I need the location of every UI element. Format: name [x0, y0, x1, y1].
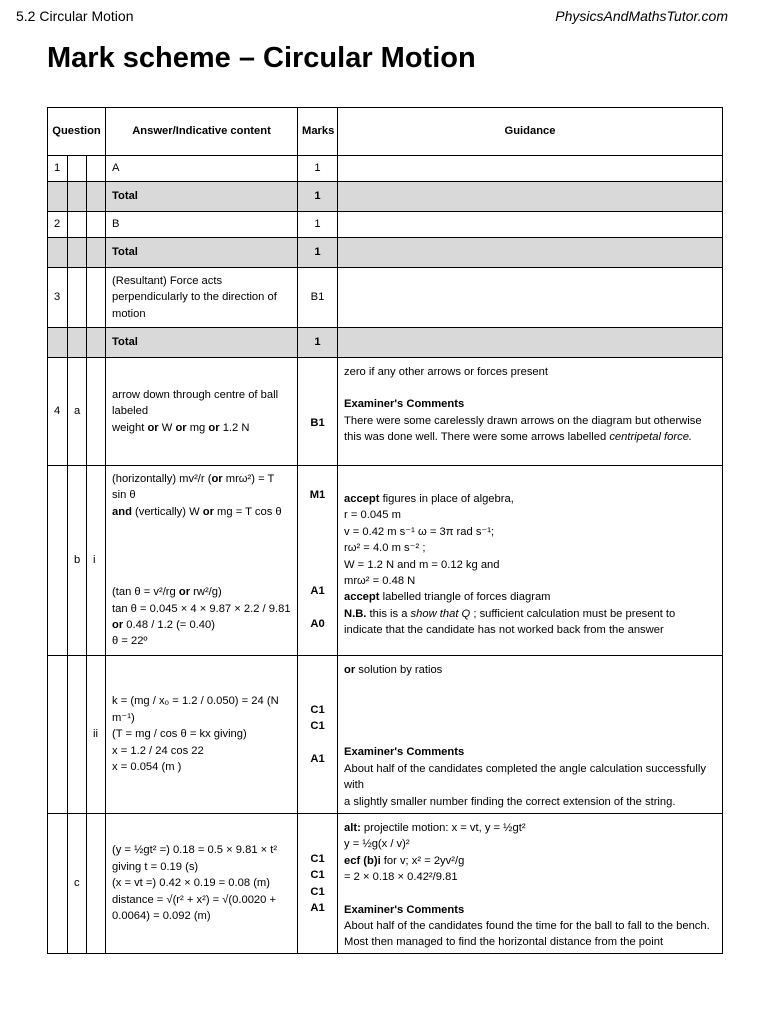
- marks-cell: B1: [298, 358, 338, 466]
- answer-cell: (horizontally) mv²/r (or mrω²) = T sin θ and (vertically) W or mg = T cos θ (tan θ = v²/rg or rw²/g) tan θ = 0.045 × 4 × 9.87 × 2.2 / 9.81 or 0.48 / 1.2 (= 0.40) θ = 22º: [106, 466, 298, 656]
- column-header-guidance: Guidance: [338, 108, 723, 156]
- table-row: [48, 156, 723, 182]
- mark-scheme-table: [47, 107, 723, 954]
- marks-cell: C1 C1 C1 A1: [298, 814, 338, 954]
- answer-cell: B: [106, 212, 298, 238]
- guidance-cell: alt: projectile motion: x = vt, y = ½gt² y = ½g(x / v)² ecf (b)i for v; x² = 2yv²/g = 2 × 0.18 × 0.42²/9.81 Examiner's Comments About half of the candidates found the time for the ball to fall to the bench. Most then managed to find the horizontal distance from the point: [338, 814, 723, 954]
- examiner-comments-heading: Examiner's Comments: [344, 903, 465, 916]
- marks-cell: M1 A1 A0: [298, 466, 338, 656]
- guidance-cell: accept figures in place of algebra, r = 0.045 m v = 0.42 m s⁻¹ ω = 3π rad s⁻¹; rω² = 4.0 m s⁻² ; W = 1.2 N and m = 0.12 kg and mrω² = 0.48 N accept labelled triangle of forces diagram N.B. this is a show that Q ; sufficient calculation must be present to indicate that the candidate has not worked back from the answer: [338, 466, 723, 656]
- answer-cell: (y = ½gt² =) 0.18 = 0.5 × 9.81 × t² giving t = 0.19 (s) (x = vt =) 0.42 × 0.19 = 0.08 (m) distance = √(r² + x²) = √(0.0020 + 0.0064) = 0.092 (m): [106, 814, 298, 954]
- total-row: [48, 238, 723, 268]
- total-label: Total: [106, 328, 298, 358]
- table-row: [48, 212, 723, 238]
- page-title: Mark scheme – Circular Motion: [47, 42, 476, 74]
- total-label: Total: [106, 182, 298, 212]
- answer-cell: A: [106, 156, 298, 182]
- site-header: PhysicsAndMathsTutor.com: [555, 8, 728, 24]
- question-subpart: ii: [87, 656, 106, 814]
- guidance-cell: zero if any other arrows or forces present Examiner's Comments There were some carelessly drawn arrows on the diagram but otherwise this was done well. There were some arrows labelled centripetal force.: [338, 358, 723, 466]
- section-header: 5.2 Circular Motion: [16, 8, 134, 24]
- total-marks: 1: [298, 238, 338, 268]
- table-row: [48, 358, 723, 466]
- column-header-answer: Answer/Indicative content: [106, 108, 298, 156]
- question-number: 2: [48, 212, 68, 238]
- table-row: [48, 466, 723, 656]
- marks-cell: C1 C1 A1: [298, 656, 338, 814]
- total-label: Total: [106, 238, 298, 268]
- total-row: [48, 328, 723, 358]
- guidance-cell: or solution by ratios Examiner's Comments About half of the candidates completed the angle calculation successfully with a slightly smaller number finding the correct extension of the string.: [338, 656, 723, 814]
- table-row: [48, 656, 723, 814]
- table-header-row: [48, 108, 723, 156]
- total-marks: 1: [298, 182, 338, 212]
- question-number: 4: [48, 358, 68, 466]
- examiner-comments-heading: Examiner's Comments: [344, 398, 465, 411]
- question-subpart: i: [87, 466, 106, 656]
- marks-cell: 1: [298, 212, 338, 238]
- question-part: b: [68, 466, 87, 656]
- column-header-question: Question: [48, 108, 106, 156]
- question-number: 3: [48, 268, 68, 328]
- question-number: 1: [48, 156, 68, 182]
- answer-cell: k = (mg / x₀ = 1.2 / 0.050) = 24 (N m⁻¹) (T = mg / cos θ = kx giving) x = 1.2 / 24 cos 22 x = 0.054 (m ): [106, 656, 298, 814]
- question-part: a: [68, 358, 87, 466]
- marks-cell: B1: [298, 268, 338, 328]
- examiner-comments-heading: Examiner's Comments: [344, 746, 465, 759]
- question-part: c: [68, 814, 87, 954]
- column-header-marks: Marks: [298, 108, 338, 156]
- answer-cell: (Resultant) Force acts perpendicularly to the direction of motion: [106, 268, 298, 328]
- marks-cell: 1: [298, 156, 338, 182]
- total-row: [48, 182, 723, 212]
- table-row: [48, 268, 723, 328]
- answer-cell: arrow down through centre of ball labeled weight or W or mg or 1.2 N: [106, 358, 298, 466]
- total-marks: 1: [298, 328, 338, 358]
- table-row: [48, 814, 723, 954]
